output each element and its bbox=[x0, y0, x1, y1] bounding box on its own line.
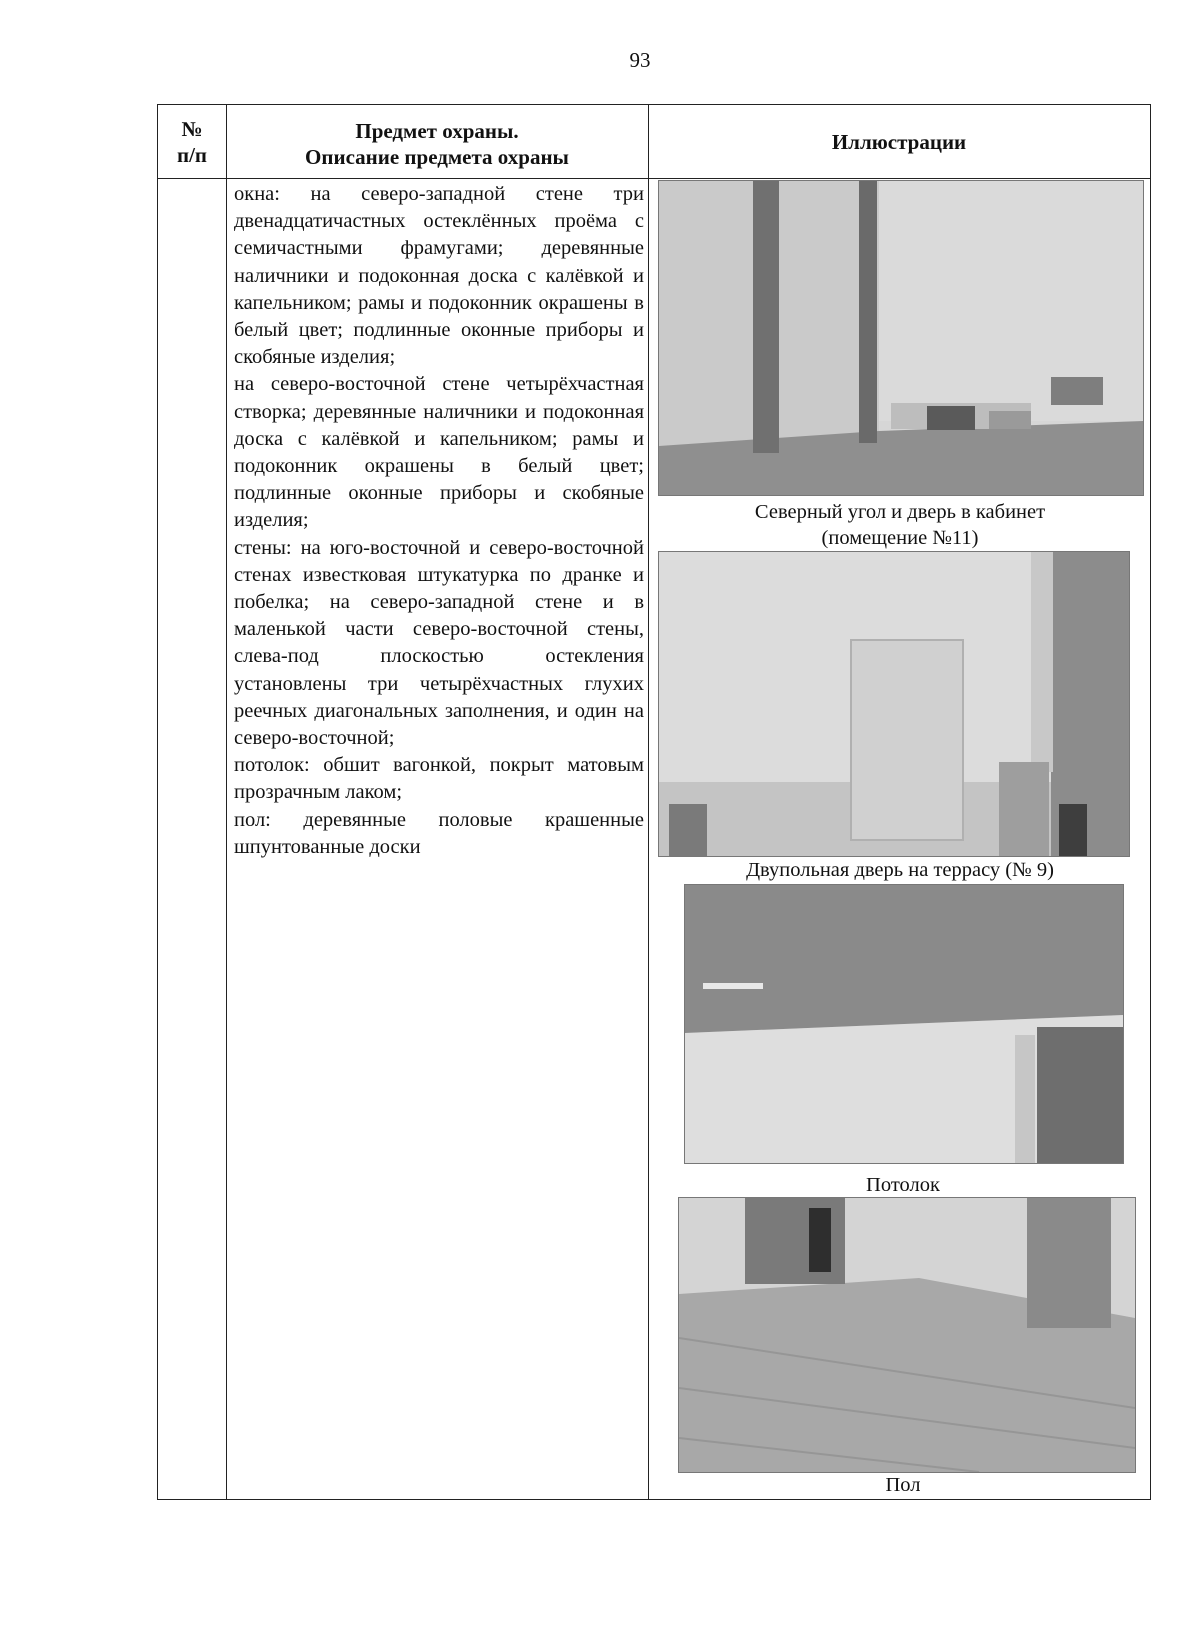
caption-north-corner bbox=[654, 499, 1146, 551]
photo-terrace-door bbox=[658, 551, 1130, 857]
caption-line: Северный угол и дверь в кабинет bbox=[754, 501, 1046, 523]
description-floor: пол: деревянные половые крашенные шпунтованные доски bbox=[234, 808, 644, 858]
header-subject-title: Предмет охраны. bbox=[355, 118, 519, 143]
caption-terrace-door bbox=[654, 857, 1146, 883]
description-ceiling: потолок: обшит вагонкой, покрыт матовым прозрачным лаком; bbox=[234, 754, 644, 804]
protection-table bbox=[157, 104, 1151, 1500]
header-illustrations bbox=[648, 105, 1150, 178]
caption-line: (помещение №11) bbox=[821, 527, 979, 549]
header-subject-subtitle: Описание предмета охраны bbox=[305, 144, 569, 169]
caption-line: Двупольная дверь на террасу (№ 9) bbox=[746, 859, 1054, 881]
photo-floor bbox=[678, 1197, 1136, 1473]
photo-north-corner bbox=[658, 180, 1144, 496]
caption-floor bbox=[684, 1472, 1122, 1498]
header-number bbox=[158, 105, 226, 178]
caption-ceiling bbox=[684, 1172, 1122, 1198]
header-number-symbol: № bbox=[181, 116, 203, 141]
description-windows-northeast: на северо-восточной стене четырёхчастная створка; деревянные наличники и подоконная доска с калёвкой и капельником; рамы и подоконник окрашены в белый цвет; подлинные оконные приборы и скобяные изделия; bbox=[234, 373, 644, 532]
column-divider bbox=[648, 105, 649, 1499]
caption-line: Потолок bbox=[866, 1174, 940, 1196]
description-walls: стены: на юго-восточной и северо-восточной стенах известковая штукатурка по дранке и побелка; на северо-западной стене и в маленькой части северо-восточной стены, слева-под плоскостью остекления установлены три четырёхчастных глухих реечных диагональных заполнения, и один на северо-восточной; bbox=[234, 536, 644, 750]
header-number-abbrev: п/п bbox=[176, 142, 208, 167]
page-number: 93 bbox=[629, 48, 651, 72]
description-windows-northwest: окна: на северо-западной стене три двенадцатичастных остеклённых проёма с семичастными фрамугами; деревянные наличники и подоконная доска с калёвкой и капельником; рамы и подоконник окрашены в белый цвет; подлинные оконные приборы и скобяные изделия; bbox=[234, 183, 644, 369]
caption-line: Пол bbox=[885, 1474, 921, 1496]
photo-ceiling bbox=[684, 884, 1124, 1164]
subject-description bbox=[234, 181, 644, 861]
header-illustrations-title: Иллюстрации bbox=[831, 129, 967, 154]
header-subject bbox=[226, 105, 648, 180]
column-divider bbox=[226, 105, 227, 1499]
